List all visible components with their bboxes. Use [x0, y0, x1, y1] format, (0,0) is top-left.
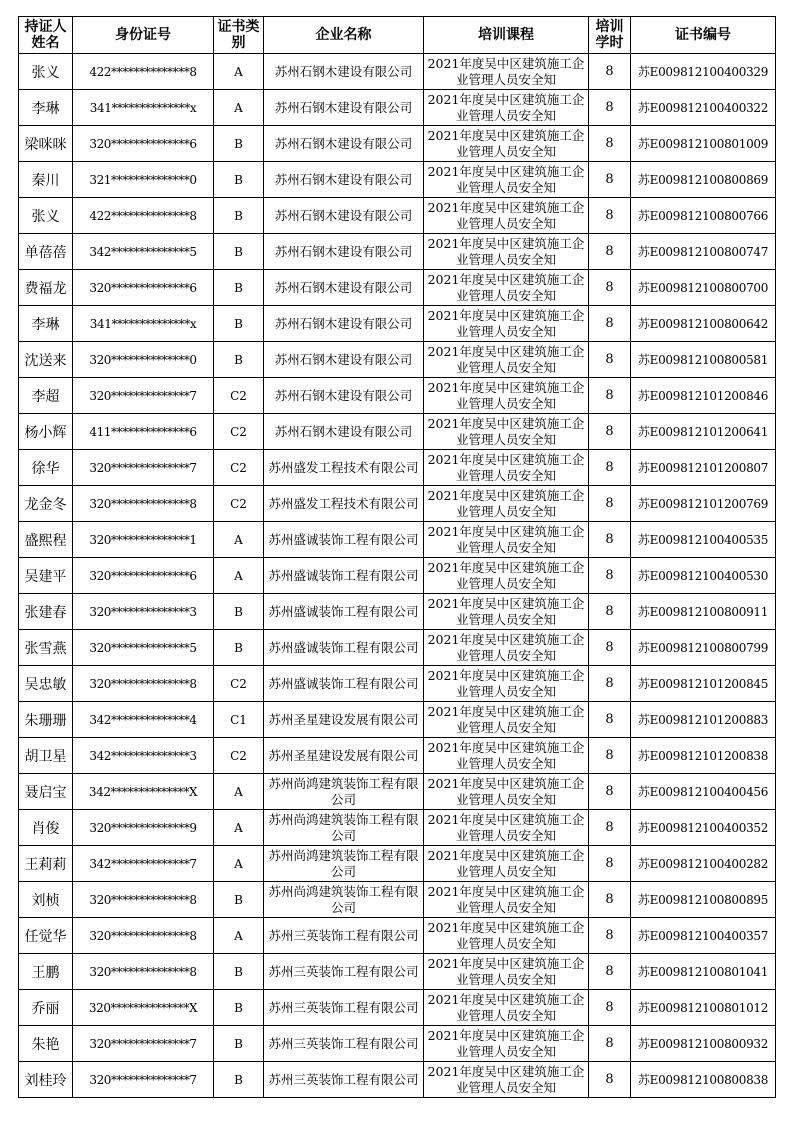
cell-cert-no: 苏E009812100800838	[631, 1062, 776, 1098]
table-row	[19, 702, 776, 738]
cell-company: 苏州圣星建设发展有限公司	[264, 738, 424, 774]
cell-company: 苏州石钢木建设有限公司	[264, 126, 424, 162]
cell-hours: 8	[589, 954, 631, 990]
cell-cert-no: 苏E009812100400282	[631, 846, 776, 882]
table-row	[19, 90, 776, 126]
table-row	[19, 450, 776, 486]
table-row	[19, 234, 776, 270]
cell-id: 320**************7	[73, 450, 214, 486]
table-row	[19, 918, 776, 954]
cell-id: 342**************7	[73, 846, 214, 882]
cell-id: 320**************8	[73, 486, 214, 522]
cell-hours: 8	[589, 198, 631, 234]
cell-hours: 8	[589, 342, 631, 378]
cell-company: 苏州盛诚装饰工程有限公司	[264, 666, 424, 702]
cell-course: 2021年度吴中区建筑施工企业管理人员安全知	[424, 522, 589, 558]
cell-cert-type: A	[214, 522, 264, 558]
cell-cert-type: C2	[214, 486, 264, 522]
cell-id: 320**************8	[73, 918, 214, 954]
cell-cert-type: B	[214, 990, 264, 1026]
cell-course: 2021年度吴中区建筑施工企业管理人员安全知	[424, 990, 589, 1026]
cell-hours: 8	[589, 522, 631, 558]
cell-name: 李琳	[19, 306, 73, 342]
cell-name: 刘桢	[19, 882, 73, 918]
cell-cert-no: 苏E009812100800895	[631, 882, 776, 918]
cell-company: 苏州三英装饰工程有限公司	[264, 954, 424, 990]
cell-hours: 8	[589, 306, 631, 342]
cell-cert-no: 苏E009812101200838	[631, 738, 776, 774]
cell-hours: 8	[589, 594, 631, 630]
table-row	[19, 954, 776, 990]
cell-hours: 8	[589, 702, 631, 738]
cell-cert-type: C2	[214, 450, 264, 486]
table-row	[19, 594, 776, 630]
table-row	[19, 306, 776, 342]
cell-cert-no: 苏E009812100400530	[631, 558, 776, 594]
cell-id: 320**************7	[73, 378, 214, 414]
cell-name: 李超	[19, 378, 73, 414]
cell-cert-no: 苏E009812100800642	[631, 306, 776, 342]
cell-cert-no: 苏E009812100400456	[631, 774, 776, 810]
cell-cert-no: 苏E009812100800700	[631, 270, 776, 306]
cell-name: 张义	[19, 198, 73, 234]
cell-hours: 8	[589, 54, 631, 90]
cell-hours: 8	[589, 738, 631, 774]
table-row	[19, 162, 776, 198]
cell-cert-no: 苏E009812100800747	[631, 234, 776, 270]
cell-name: 梁咪咪	[19, 126, 73, 162]
table-row	[19, 1026, 776, 1062]
cell-id: 320**************6	[73, 558, 214, 594]
table-row	[19, 882, 776, 918]
cell-hours: 8	[589, 162, 631, 198]
cell-course: 2021年度吴中区建筑施工企业管理人员安全知	[424, 270, 589, 306]
table-row	[19, 810, 776, 846]
cell-hours: 8	[589, 882, 631, 918]
cell-id: 411**************6	[73, 414, 214, 450]
cell-course: 2021年度吴中区建筑施工企业管理人员安全知	[424, 414, 589, 450]
table-row	[19, 558, 776, 594]
cell-course: 2021年度吴中区建筑施工企业管理人员安全知	[424, 198, 589, 234]
header-company: 企业名称	[264, 17, 424, 54]
cell-course: 2021年度吴中区建筑施工企业管理人员安全知	[424, 702, 589, 738]
cell-cert-no: 苏E009812100800932	[631, 1026, 776, 1062]
cell-id: 320**************6	[73, 270, 214, 306]
cell-course: 2021年度吴中区建筑施工企业管理人员安全知	[424, 558, 589, 594]
cell-course: 2021年度吴中区建筑施工企业管理人员安全知	[424, 54, 589, 90]
cell-cert-no: 苏E009812101200883	[631, 702, 776, 738]
cell-company: 苏州尚鸿建筑装饰工程有限公司	[264, 774, 424, 810]
certificate-table	[18, 16, 776, 1098]
cell-hours: 8	[589, 270, 631, 306]
cell-company: 苏州尚鸿建筑装饰工程有限公司	[264, 882, 424, 918]
cell-id: 320**************8	[73, 954, 214, 990]
cell-name: 乔丽	[19, 990, 73, 1026]
cell-company: 苏州石钢木建设有限公司	[264, 342, 424, 378]
cell-name: 秦川	[19, 162, 73, 198]
cell-hours: 8	[589, 450, 631, 486]
cell-course: 2021年度吴中区建筑施工企业管理人员安全知	[424, 342, 589, 378]
cell-hours: 8	[589, 774, 631, 810]
table-row	[19, 630, 776, 666]
cell-company: 苏州圣星建设发展有限公司	[264, 702, 424, 738]
cell-course: 2021年度吴中区建筑施工企业管理人员安全知	[424, 918, 589, 954]
cell-hours: 8	[589, 126, 631, 162]
header-course: 培训课程	[424, 17, 589, 54]
cell-name: 刘桂玲	[19, 1062, 73, 1098]
cell-course: 2021年度吴中区建筑施工企业管理人员安全知	[424, 666, 589, 702]
cell-cert-type: A	[214, 774, 264, 810]
cell-cert-type: C2	[214, 414, 264, 450]
cell-company: 苏州石钢木建设有限公司	[264, 234, 424, 270]
cell-hours: 8	[589, 810, 631, 846]
cell-company: 苏州石钢木建设有限公司	[264, 162, 424, 198]
cell-name: 朱艳	[19, 1026, 73, 1062]
cell-hours: 8	[589, 558, 631, 594]
cell-id: 320**************9	[73, 810, 214, 846]
cell-hours: 8	[589, 486, 631, 522]
cell-hours: 8	[589, 666, 631, 702]
cell-hours: 8	[589, 1062, 631, 1098]
cell-name: 徐华	[19, 450, 73, 486]
cell-company: 苏州盛诚装饰工程有限公司	[264, 630, 424, 666]
cell-company: 苏州石钢木建设有限公司	[264, 378, 424, 414]
cell-id: 320**************0	[73, 342, 214, 378]
cell-company: 苏州石钢木建设有限公司	[264, 414, 424, 450]
cell-name: 龙金冬	[19, 486, 73, 522]
cell-name: 费福龙	[19, 270, 73, 306]
cell-name: 吴忠敏	[19, 666, 73, 702]
cell-cert-no: 苏E009812100400352	[631, 810, 776, 846]
cell-course: 2021年度吴中区建筑施工企业管理人员安全知	[424, 810, 589, 846]
cell-cert-type: B	[214, 126, 264, 162]
cell-id: 320**************7	[73, 1062, 214, 1098]
cell-company: 苏州石钢木建设有限公司	[264, 198, 424, 234]
cell-cert-type: B	[214, 882, 264, 918]
cell-company: 苏州盛发工程技术有限公司	[264, 450, 424, 486]
cell-cert-no: 苏E009812100801009	[631, 126, 776, 162]
cell-name: 张雪燕	[19, 630, 73, 666]
cell-cert-no: 苏E009812100400535	[631, 522, 776, 558]
cell-cert-no: 苏E009812100800581	[631, 342, 776, 378]
cell-cert-no: 苏E009812100400329	[631, 54, 776, 90]
cell-id: 320**************1	[73, 522, 214, 558]
cell-name: 肖俊	[19, 810, 73, 846]
table-row	[19, 198, 776, 234]
cell-id: 422**************8	[73, 198, 214, 234]
cell-cert-type: B	[214, 954, 264, 990]
cell-name: 吴建平	[19, 558, 73, 594]
cell-name: 王莉莉	[19, 846, 73, 882]
cell-company: 苏州三英装饰工程有限公司	[264, 1062, 424, 1098]
cell-cert-no: 苏E009812101200807	[631, 450, 776, 486]
cell-cert-type: C2	[214, 738, 264, 774]
table-row	[19, 990, 776, 1026]
cell-company: 苏州尚鸿建筑装饰工程有限公司	[264, 846, 424, 882]
cell-company: 苏州石钢木建设有限公司	[264, 270, 424, 306]
cell-id: 342**************4	[73, 702, 214, 738]
cell-name: 沈送来	[19, 342, 73, 378]
table-header-row	[19, 17, 776, 54]
cell-id: 320**************8	[73, 882, 214, 918]
cell-name: 张义	[19, 54, 73, 90]
cell-id: 320**************5	[73, 630, 214, 666]
table-row	[19, 342, 776, 378]
cell-course: 2021年度吴中区建筑施工企业管理人员安全知	[424, 162, 589, 198]
cell-cert-no: 苏E009812101200769	[631, 486, 776, 522]
cell-name: 胡卫星	[19, 738, 73, 774]
cell-course: 2021年度吴中区建筑施工企业管理人员安全知	[424, 1062, 589, 1098]
cell-company: 苏州盛发工程技术有限公司	[264, 486, 424, 522]
cell-company: 苏州石钢木建设有限公司	[264, 306, 424, 342]
table-body	[19, 54, 776, 1098]
cell-id: 342**************3	[73, 738, 214, 774]
cell-name: 张建春	[19, 594, 73, 630]
cell-hours: 8	[589, 234, 631, 270]
cell-id: 320**************7	[73, 1026, 214, 1062]
cell-cert-type: B	[214, 630, 264, 666]
table-row	[19, 666, 776, 702]
cell-id: 342**************5	[73, 234, 214, 270]
cell-cert-no: 苏E009812100800799	[631, 630, 776, 666]
cell-company: 苏州盛诚装饰工程有限公司	[264, 522, 424, 558]
cell-company: 苏州三英装饰工程有限公司	[264, 918, 424, 954]
cell-id: 342**************X	[73, 774, 214, 810]
cell-company: 苏州石钢木建设有限公司	[264, 90, 424, 126]
table-row	[19, 270, 776, 306]
cell-course: 2021年度吴中区建筑施工企业管理人员安全知	[424, 882, 589, 918]
table-row	[19, 486, 776, 522]
table-row	[19, 738, 776, 774]
cell-course: 2021年度吴中区建筑施工企业管理人员安全知	[424, 306, 589, 342]
cell-cert-type: A	[214, 846, 264, 882]
cell-hours: 8	[589, 1026, 631, 1062]
table-row	[19, 414, 776, 450]
cell-cert-type: A	[214, 90, 264, 126]
cell-cert-type: B	[214, 306, 264, 342]
cell-course: 2021年度吴中区建筑施工企业管理人员安全知	[424, 774, 589, 810]
cell-cert-type: B	[214, 1062, 264, 1098]
cell-cert-type: B	[214, 162, 264, 198]
cell-id: 341**************x	[73, 90, 214, 126]
table-row	[19, 378, 776, 414]
cell-company: 苏州石钢木建设有限公司	[264, 54, 424, 90]
cell-course: 2021年度吴中区建筑施工企业管理人员安全知	[424, 234, 589, 270]
cell-cert-no: 苏E009812100800911	[631, 594, 776, 630]
cell-cert-type: B	[214, 270, 264, 306]
cell-course: 2021年度吴中区建筑施工企业管理人员安全知	[424, 630, 589, 666]
cell-course: 2021年度吴中区建筑施工企业管理人员安全知	[424, 954, 589, 990]
cell-company: 苏州尚鸿建筑装饰工程有限公司	[264, 810, 424, 846]
cell-hours: 8	[589, 414, 631, 450]
cell-company: 苏州盛诚装饰工程有限公司	[264, 558, 424, 594]
cell-company: 苏州盛诚装饰工程有限公司	[264, 594, 424, 630]
cell-cert-no: 苏E009812100400322	[631, 90, 776, 126]
cell-cert-no: 苏E009812101200641	[631, 414, 776, 450]
cell-id: 341**************x	[73, 306, 214, 342]
cell-name: 盛熙程	[19, 522, 73, 558]
cell-course: 2021年度吴中区建筑施工企业管理人员安全知	[424, 846, 589, 882]
header-hours: 培训学时	[589, 17, 631, 54]
header-name: 持证人姓名	[19, 17, 73, 54]
cell-cert-no: 苏E009812100800766	[631, 198, 776, 234]
cell-cert-type: A	[214, 558, 264, 594]
cell-cert-type: B	[214, 234, 264, 270]
cell-cert-type: A	[214, 810, 264, 846]
table-row	[19, 846, 776, 882]
cell-id: 320**************8	[73, 666, 214, 702]
cell-cert-type: A	[214, 918, 264, 954]
cell-cert-no: 苏E009812101200845	[631, 666, 776, 702]
cell-course: 2021年度吴中区建筑施工企业管理人员安全知	[424, 450, 589, 486]
cell-cert-type: B	[214, 594, 264, 630]
cell-cert-no: 苏E009812100801041	[631, 954, 776, 990]
cell-cert-type: B	[214, 342, 264, 378]
cell-id: 422**************8	[73, 54, 214, 90]
cell-cert-type: A	[214, 54, 264, 90]
cell-name: 王鹏	[19, 954, 73, 990]
cell-cert-no: 苏E009812100400357	[631, 918, 776, 954]
cell-course: 2021年度吴中区建筑施工企业管理人员安全知	[424, 594, 589, 630]
table-row	[19, 774, 776, 810]
cell-cert-type: B	[214, 1026, 264, 1062]
cell-hours: 8	[589, 378, 631, 414]
cell-id: 320**************X	[73, 990, 214, 1026]
cell-hours: 8	[589, 846, 631, 882]
header-id: 身份证号	[73, 17, 214, 54]
cell-hours: 8	[589, 990, 631, 1026]
cell-company: 苏州三英装饰工程有限公司	[264, 990, 424, 1026]
cell-id: 321**************0	[73, 162, 214, 198]
cell-course: 2021年度吴中区建筑施工企业管理人员安全知	[424, 378, 589, 414]
cell-course: 2021年度吴中区建筑施工企业管理人员安全知	[424, 486, 589, 522]
cell-name: 朱珊珊	[19, 702, 73, 738]
header-cert-no: 证书编号	[631, 17, 776, 54]
table-row	[19, 1062, 776, 1098]
cell-hours: 8	[589, 918, 631, 954]
cell-course: 2021年度吴中区建筑施工企业管理人员安全知	[424, 1026, 589, 1062]
cell-cert-no: 苏E009812100801012	[631, 990, 776, 1026]
cell-name: 单蓓蓓	[19, 234, 73, 270]
table-row	[19, 54, 776, 90]
cell-course: 2021年度吴中区建筑施工企业管理人员安全知	[424, 90, 589, 126]
cell-cert-type: C2	[214, 378, 264, 414]
cell-id: 320**************3	[73, 594, 214, 630]
cell-cert-type: C2	[214, 666, 264, 702]
table-row	[19, 126, 776, 162]
cell-course: 2021年度吴中区建筑施工企业管理人员安全知	[424, 738, 589, 774]
cell-id: 320**************6	[73, 126, 214, 162]
table-row	[19, 522, 776, 558]
cell-name: 任觉华	[19, 918, 73, 954]
cell-hours: 8	[589, 90, 631, 126]
cell-cert-no: 苏E009812100800869	[631, 162, 776, 198]
cell-course: 2021年度吴中区建筑施工企业管理人员安全知	[424, 126, 589, 162]
cell-name: 聂启宝	[19, 774, 73, 810]
cell-name: 杨小辉	[19, 414, 73, 450]
cell-cert-type: B	[214, 198, 264, 234]
cell-name: 李琳	[19, 90, 73, 126]
cell-company: 苏州三英装饰工程有限公司	[264, 1026, 424, 1062]
cell-cert-no: 苏E009812101200846	[631, 378, 776, 414]
header-cert-type: 证书类别	[214, 17, 264, 54]
cell-cert-type: C1	[214, 702, 264, 738]
cell-hours: 8	[589, 630, 631, 666]
